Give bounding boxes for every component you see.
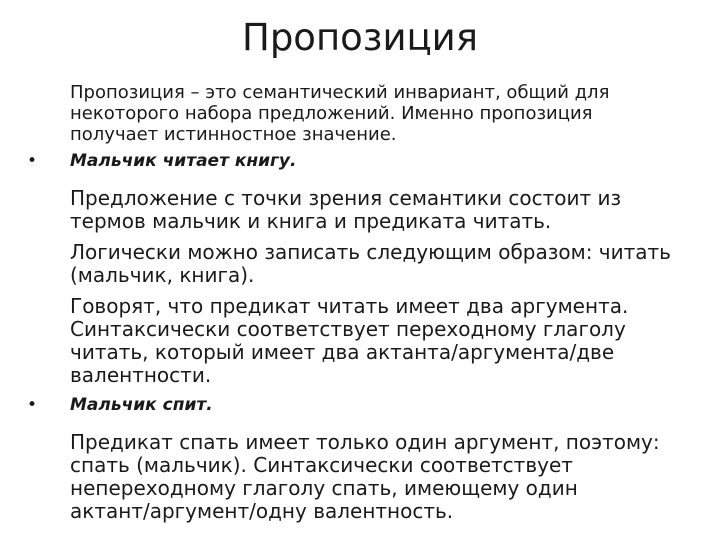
explanation-paragraph: Предложение с точки зрения семантики состоит из термов мальчик и книга и предиката читать. <box>70 186 622 233</box>
explanation-paragraph: Говорят, что предикат читать имеет два аргумента. Синтаксически соответствует переходному глаголу читать, который имеет два актанта/аргумента/две валентности. <box>70 294 629 387</box>
example-sentence: Мальчик читает книгу. <box>70 151 297 171</box>
bullet-icon: • <box>27 395 38 415</box>
bullet-item <box>24 395 704 415</box>
explanation-paragraph: Логически можно записать следующим образом: читать (мальчик, книга). <box>70 240 671 287</box>
slide-content <box>24 82 704 523</box>
slide-title: Пропозиция <box>242 16 478 59</box>
bullet-icon: • <box>27 151 38 171</box>
bullet-item <box>24 151 704 171</box>
intro-paragraph: Пропозиция – это семантический инвариант, общий для некоторого набора предложений. Именно пропозиция получает истинностное значение. <box>70 82 610 145</box>
example-sentence: Мальчик спит. <box>70 395 213 415</box>
explanation-paragraph: Предикат спать имеет только один аргумент, поэтому: спать (мальчик). Синтаксически соответствует непереходному глаголу спать, имеющему один актант/аргумент/одну валентность. <box>70 430 660 523</box>
